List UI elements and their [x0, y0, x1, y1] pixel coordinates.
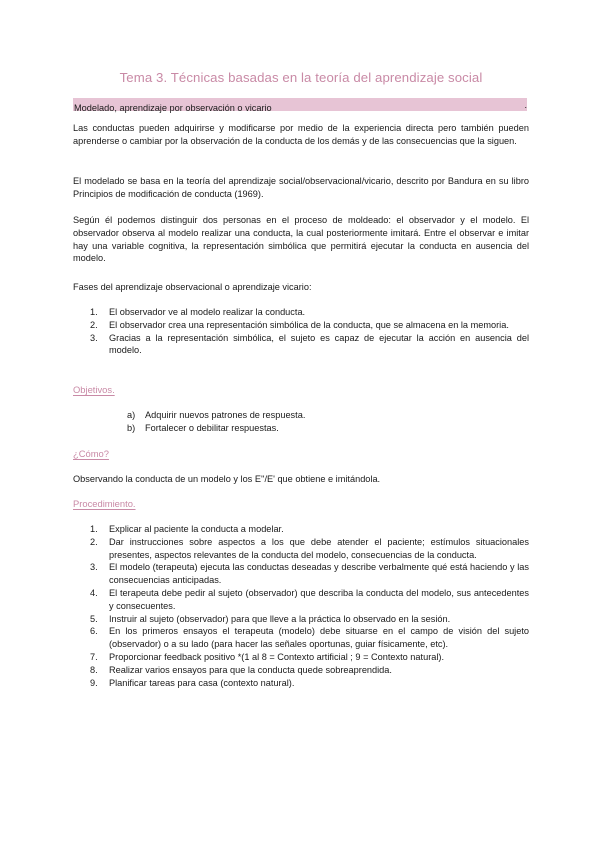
list-item: 3. Gracias a la representación simbólica, el sujeto es capaz de ejecutar la acción en ausencia del modelo.	[90, 332, 529, 356]
section-trailing-mark: .	[524, 100, 527, 110]
heading-como: ¿Cómo?	[73, 448, 109, 459]
list-item: 8. Realizar varios ensayos para que la conducta quede sobreaprendida.	[90, 664, 392, 675]
procedimiento-list	[73, 523, 529, 689]
section-header-highlight	[73, 98, 527, 111]
paragraph-bandura: El modelado se basa en la teoría del aprendizaje social/observacional/vicario, descrito por Bandura en su libro Principios de modificación de conducta (1969).	[73, 176, 529, 199]
section-title: Modelado, aprendizaje por observación o vicario	[74, 103, 272, 113]
paragraph-fases-intro: Fases del aprendizaje observacional o aprendizaje vicario:	[73, 282, 312, 292]
list-item: 4. El terapeuta debe pedir al sujeto (observador) que describa la conducta del modelo, sus antecedentes y consecuentes.	[90, 587, 529, 611]
list-item: a) Adquirir nuevos patrones de respuesta.	[127, 410, 306, 420]
paragraph-observer-model: Según él podemos distinguir dos personas en el proceso de moldeado: el observador y el modelo. El observador observa al modelo realizar una conducta, la cual posteriormente imitará. Entre el observar e imitar hay una variable cognitiva, la representación simbólica que permitirá ejecutar la conducta en ausencia del modelo.	[73, 215, 529, 264]
paragraph-como: Observando la conducta de un modelo y los E''/E' que obtiene e imitándola.	[73, 474, 381, 484]
list-item: 6. En los primeros ensayos el terapeuta (modelo) debe situarse en el campo de visión del sujeto (observador) o a su lado (para hacer las señales oportunas, guiar físicamente, etc).	[90, 626, 529, 650]
paragraph-intro: Las conductas pueden adquirirse y modificarse por medio de la experiencia directa pero también pueden aprenderse o cambiar por la observación de la conducta de los demás y de las consecuencias que la siguen.	[73, 123, 529, 146]
list-item: b) Fortalecer o debilitar respuestas.	[127, 422, 279, 433]
list-item: 2. El observador crea una representación simbólica de la conducta, que se almacena en la memoria.	[90, 319, 509, 330]
heading-procedimiento: Procedimiento.	[73, 498, 136, 509]
page-title: Tema 3. Técnicas basadas en la teoría del aprendizaje social	[119, 70, 483, 85]
list-item: 3. El modelo (terapeuta) ejecuta las conductas deseadas y describe verbalmente qué está haciendo y las consecuencias anticipadas.	[90, 562, 529, 586]
fases-list	[73, 306, 529, 357]
list-item: 5. Instruir al sujeto (observador) para que lleve a la práctica lo observado en la sesión.	[90, 613, 451, 624]
list-item: 1. Explicar al paciente la conducta a modelar.	[90, 524, 284, 534]
list-item: 9. Planificar tareas para casa (contexto natural).	[90, 677, 295, 688]
objetivos-list	[73, 409, 529, 435]
heading-objetivos: Objetivos.	[73, 384, 115, 395]
list-item: 1. El observador ve al modelo realizar la conducta.	[90, 307, 306, 317]
list-item: 7. Proporcionar feedback positivo *(1 al 8 = Contexto artificial ; 9 = Contexto natural).	[90, 651, 445, 662]
list-item: 2. Dar instrucciones sobre aspectos a los que debe atender el paciente; estímulos situacionales presentes, aspectos relevantes de la conducta del modelo, consecuencias de la conducta.	[90, 536, 529, 560]
